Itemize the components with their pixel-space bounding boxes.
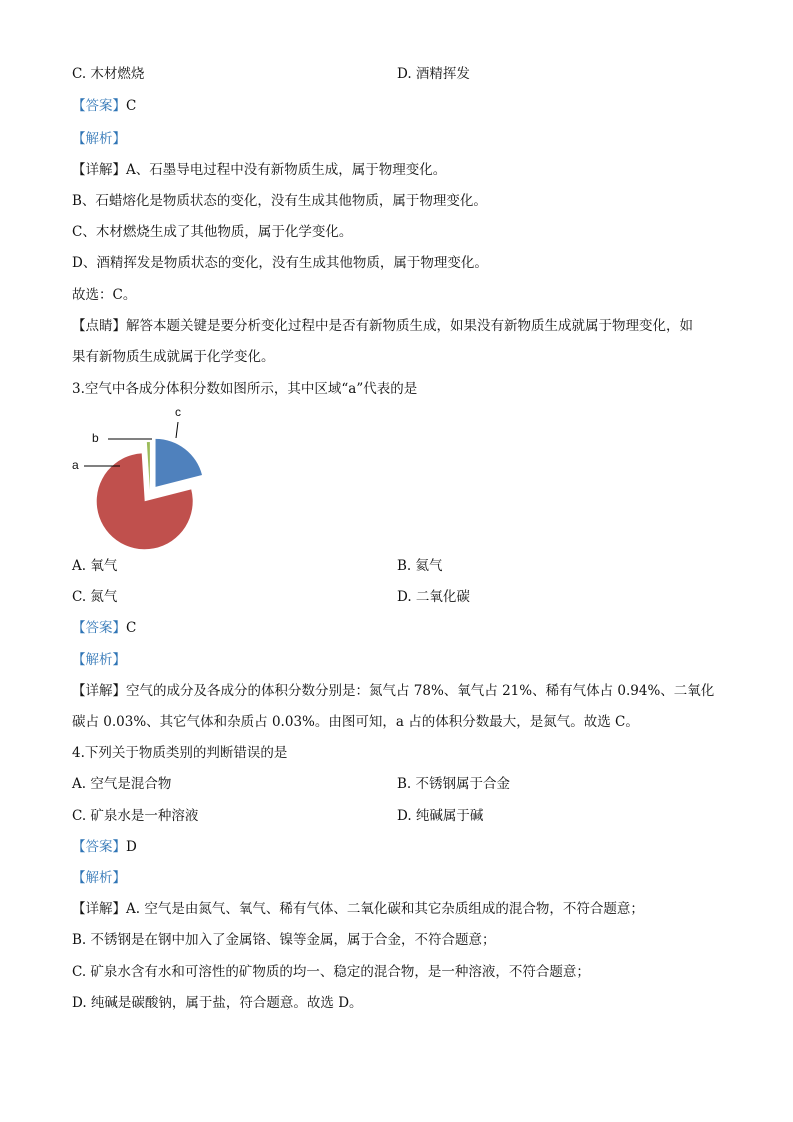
detail-tag: 【详解】 [72, 162, 126, 178]
tip-tag: 【点睛】 [72, 318, 126, 334]
pie-svg [60, 404, 230, 554]
q2-option-c: C. 木材燃烧 [72, 66, 145, 82]
detail-text: A、石墨导电过程中没有新物质生成，属于物理变化。 [126, 162, 447, 178]
pie-label-a: a [72, 458, 79, 472]
detail-tag: 【详解】 [72, 683, 126, 699]
q3-stem: 3.空气中各成分体积分数如图所示，其中区域“a”代表的是 [72, 381, 418, 397]
q3-analysis-tag: 【解析】 [72, 652, 126, 668]
q2-answer [72, 96, 136, 116]
q3-option-a: A. 氧气 [72, 558, 118, 574]
q4-detail-c: C. 矿泉水含有水和可溶性的矿物质的均一、稳定的混合物，是一种溶液，不符合题意； [72, 964, 590, 980]
q3-option-b: B. 氦气 [397, 558, 443, 574]
q4-stem: 4.下列关于物质类别的判断错误的是 [72, 745, 288, 761]
q2-analysis-tag: 【解析】 [72, 131, 126, 147]
q2-tip-line-1 [72, 316, 693, 336]
air-composition-pie-chart [60, 404, 230, 554]
detail-text: 空气的成分及各成分的体积分数分别是：氮气占 78%、氧气占 21%、稀有气体占 0.94%、二氧化 [126, 683, 715, 699]
q4-option-c: C. 矿泉水是一种溶液 [72, 808, 199, 824]
answer-tag: 【答案】 [72, 98, 126, 114]
q2-detail-c: C、木材燃烧生成了其他物质，属于化学变化。 [72, 224, 353, 240]
label-c-leader [176, 422, 178, 438]
q3-option-d: D. 二氧化碳 [397, 589, 470, 605]
detail-tag: 【详解】 [72, 901, 126, 917]
answer-tag: 【答案】 [72, 620, 126, 636]
answer-value: C [126, 620, 137, 636]
answer-tag: 【答案】 [72, 839, 126, 855]
pie-label-c: c [175, 405, 181, 419]
q4-option-d: D. 纯碱属于碱 [397, 808, 484, 824]
q2-conclusion: 故选：C。 [72, 287, 137, 303]
q4-option-a: A. 空气是混合物 [72, 776, 172, 792]
detail-text: A. 空气是由氮气、氧气、稀有气体、二氧化碳和其它杂质组成的混合物，不符合题意； [126, 901, 644, 917]
q3-detail-line-2: 碳占 0.03%、其它气体和杂质占 0.03%。由图可知，a 占的体积分数最大，是氮气。故选 C。 [72, 714, 639, 730]
pie-slice-c [156, 439, 202, 487]
q3-detail-line-1 [72, 681, 714, 701]
q4-option-b: B. 不锈钢属于合金 [397, 776, 511, 792]
answer-value: C [126, 98, 137, 114]
answer-value: D [126, 839, 137, 855]
q4-analysis-tag: 【解析】 [72, 870, 126, 886]
q3-option-c: C. 氮气 [72, 589, 118, 605]
q4-detail-a [72, 899, 644, 919]
q2-detail-b: B、石蜡熔化是物质状态的变化，没有生成其他物质，属于物理变化。 [72, 193, 487, 209]
pie-label-b: b [92, 431, 99, 445]
q2-tip-line-2: 果有新物质生成就属于化学变化。 [72, 349, 275, 365]
q4-detail-d: D. 纯碱是碳酸钠，属于盐，符合题意。故选 D。 [72, 995, 363, 1011]
q3-answer [72, 618, 136, 638]
q4-answer [72, 837, 137, 857]
tip-text: 解答本题关键是要分析变化过程中是否有新物质生成，如果没有新物质生成就属于物理变化，如 [126, 318, 693, 334]
q4-detail-b: B. 不锈钢是在钢中加入了金属铬、镍等金属，属于合金，不符合题意； [72, 932, 496, 948]
q2-option-d: D. 酒精挥发 [397, 66, 470, 82]
q2-detail-d: D、酒精挥发是物质状态的变化，没有生成其他物质，属于物理变化。 [72, 255, 488, 271]
pie-slice-b [147, 442, 150, 490]
q2-detail-a [72, 160, 446, 180]
